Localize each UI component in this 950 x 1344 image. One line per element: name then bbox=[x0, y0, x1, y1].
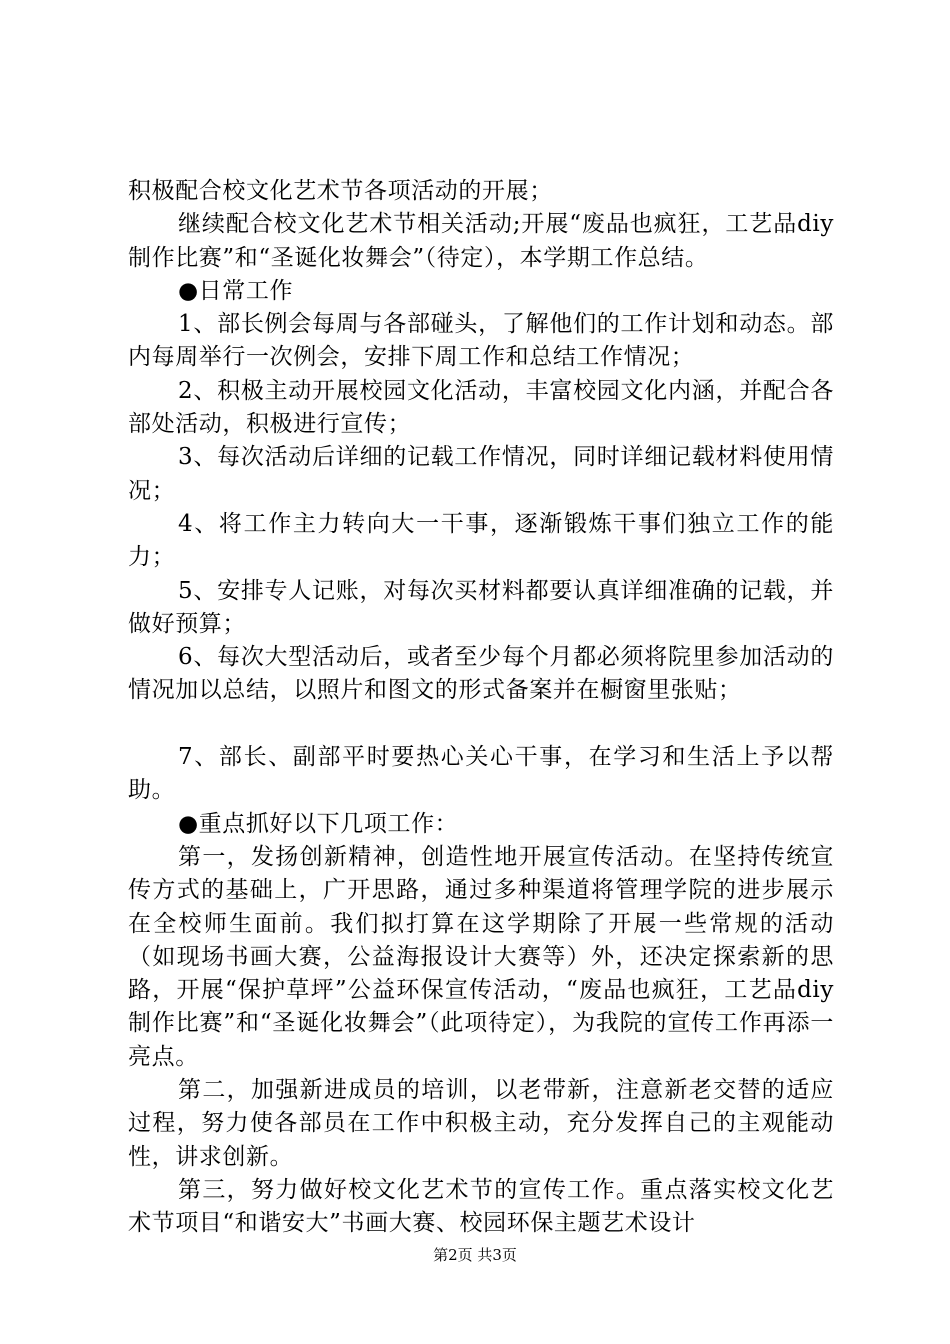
paragraph-art-festival: 继续配合校文化艺术节相关活动;开展“废品也疯狂，工艺品diy制作比赛”和“圣诞化妆舞会”（待定），本学期工作总结。 bbox=[128, 211, 834, 271]
list-item-6: 6、每次大型活动后，或者至少每个月都必须将院里参加活动的情况加以总结，以照片和图文的形式备案并在橱窗里张贴； bbox=[128, 644, 834, 704]
page-number-footer: 第2页 共3页 bbox=[433, 1246, 517, 1264]
document-body bbox=[128, 175, 834, 1241]
list-item-7: 7、部长、副部平时要热心关心干事，在学习和生活上予以帮助。 bbox=[128, 744, 834, 804]
blank-line bbox=[128, 708, 834, 741]
list-item-5: 5、安排专人记账，对每次买材料都要认真详细准确的记载，并做好预算； bbox=[128, 577, 834, 637]
list-item-4: 4、将工作主力转向大一干事，逐渐锻炼干事们独立工作的能力； bbox=[128, 510, 834, 571]
list-item-1: 1、部长例会每周与各部碰头，了解他们的工作计划和动态。部内每周举行一次例会，安排下周工作和总结工作情况； bbox=[128, 311, 834, 371]
paragraph-first: 第一，发扬创新精神，创造性地开展宣传活动。在坚持传统宣传方式的基础上，广开思路，通过多种渠道将管理学院的进步展示在全校师生面前。我们拟打算在这学期除了开展一些常规的活动（如现场书画大赛，公益海报设计大赛等）外，还决定探索新的思路，开展“保护草坪”公益环保宣传活动，“废品也疯狂，工艺品diy制作比赛”和“圣诞化妆舞会”（此项待定），为我院的宣传工作再添一亮点。 bbox=[128, 843, 834, 1070]
list-item-2: 2、积极主动开展校园文化活动，丰富校园文化内涵，并配合各部处活动，积极进行宣传； bbox=[128, 377, 834, 438]
paragraph-third: 第三，努力做好校文化艺术节的宣传工作。重点落实校文化艺术节项目“和谐安大”书画大赛、校园环保主题艺术设计 bbox=[128, 1176, 834, 1237]
heading-key-work: ●重点抓好以下几项工作： bbox=[178, 810, 459, 837]
paragraph-second: 第二，加强新进成员的培训，以老带新，注意新老交替的适应过程，努力使各部员在工作中积极主动，充分发挥自己的主观能动性，讲求创新。 bbox=[128, 1077, 834, 1170]
heading-daily-work: ●日常工作 bbox=[178, 277, 294, 304]
paragraph-continuation: 积极配合校文化艺术节各项活动的开展； bbox=[128, 178, 553, 204]
list-item-3: 3、每次活动后详细的记载工作情况，同时详细记载材料使用情况； bbox=[128, 444, 834, 504]
